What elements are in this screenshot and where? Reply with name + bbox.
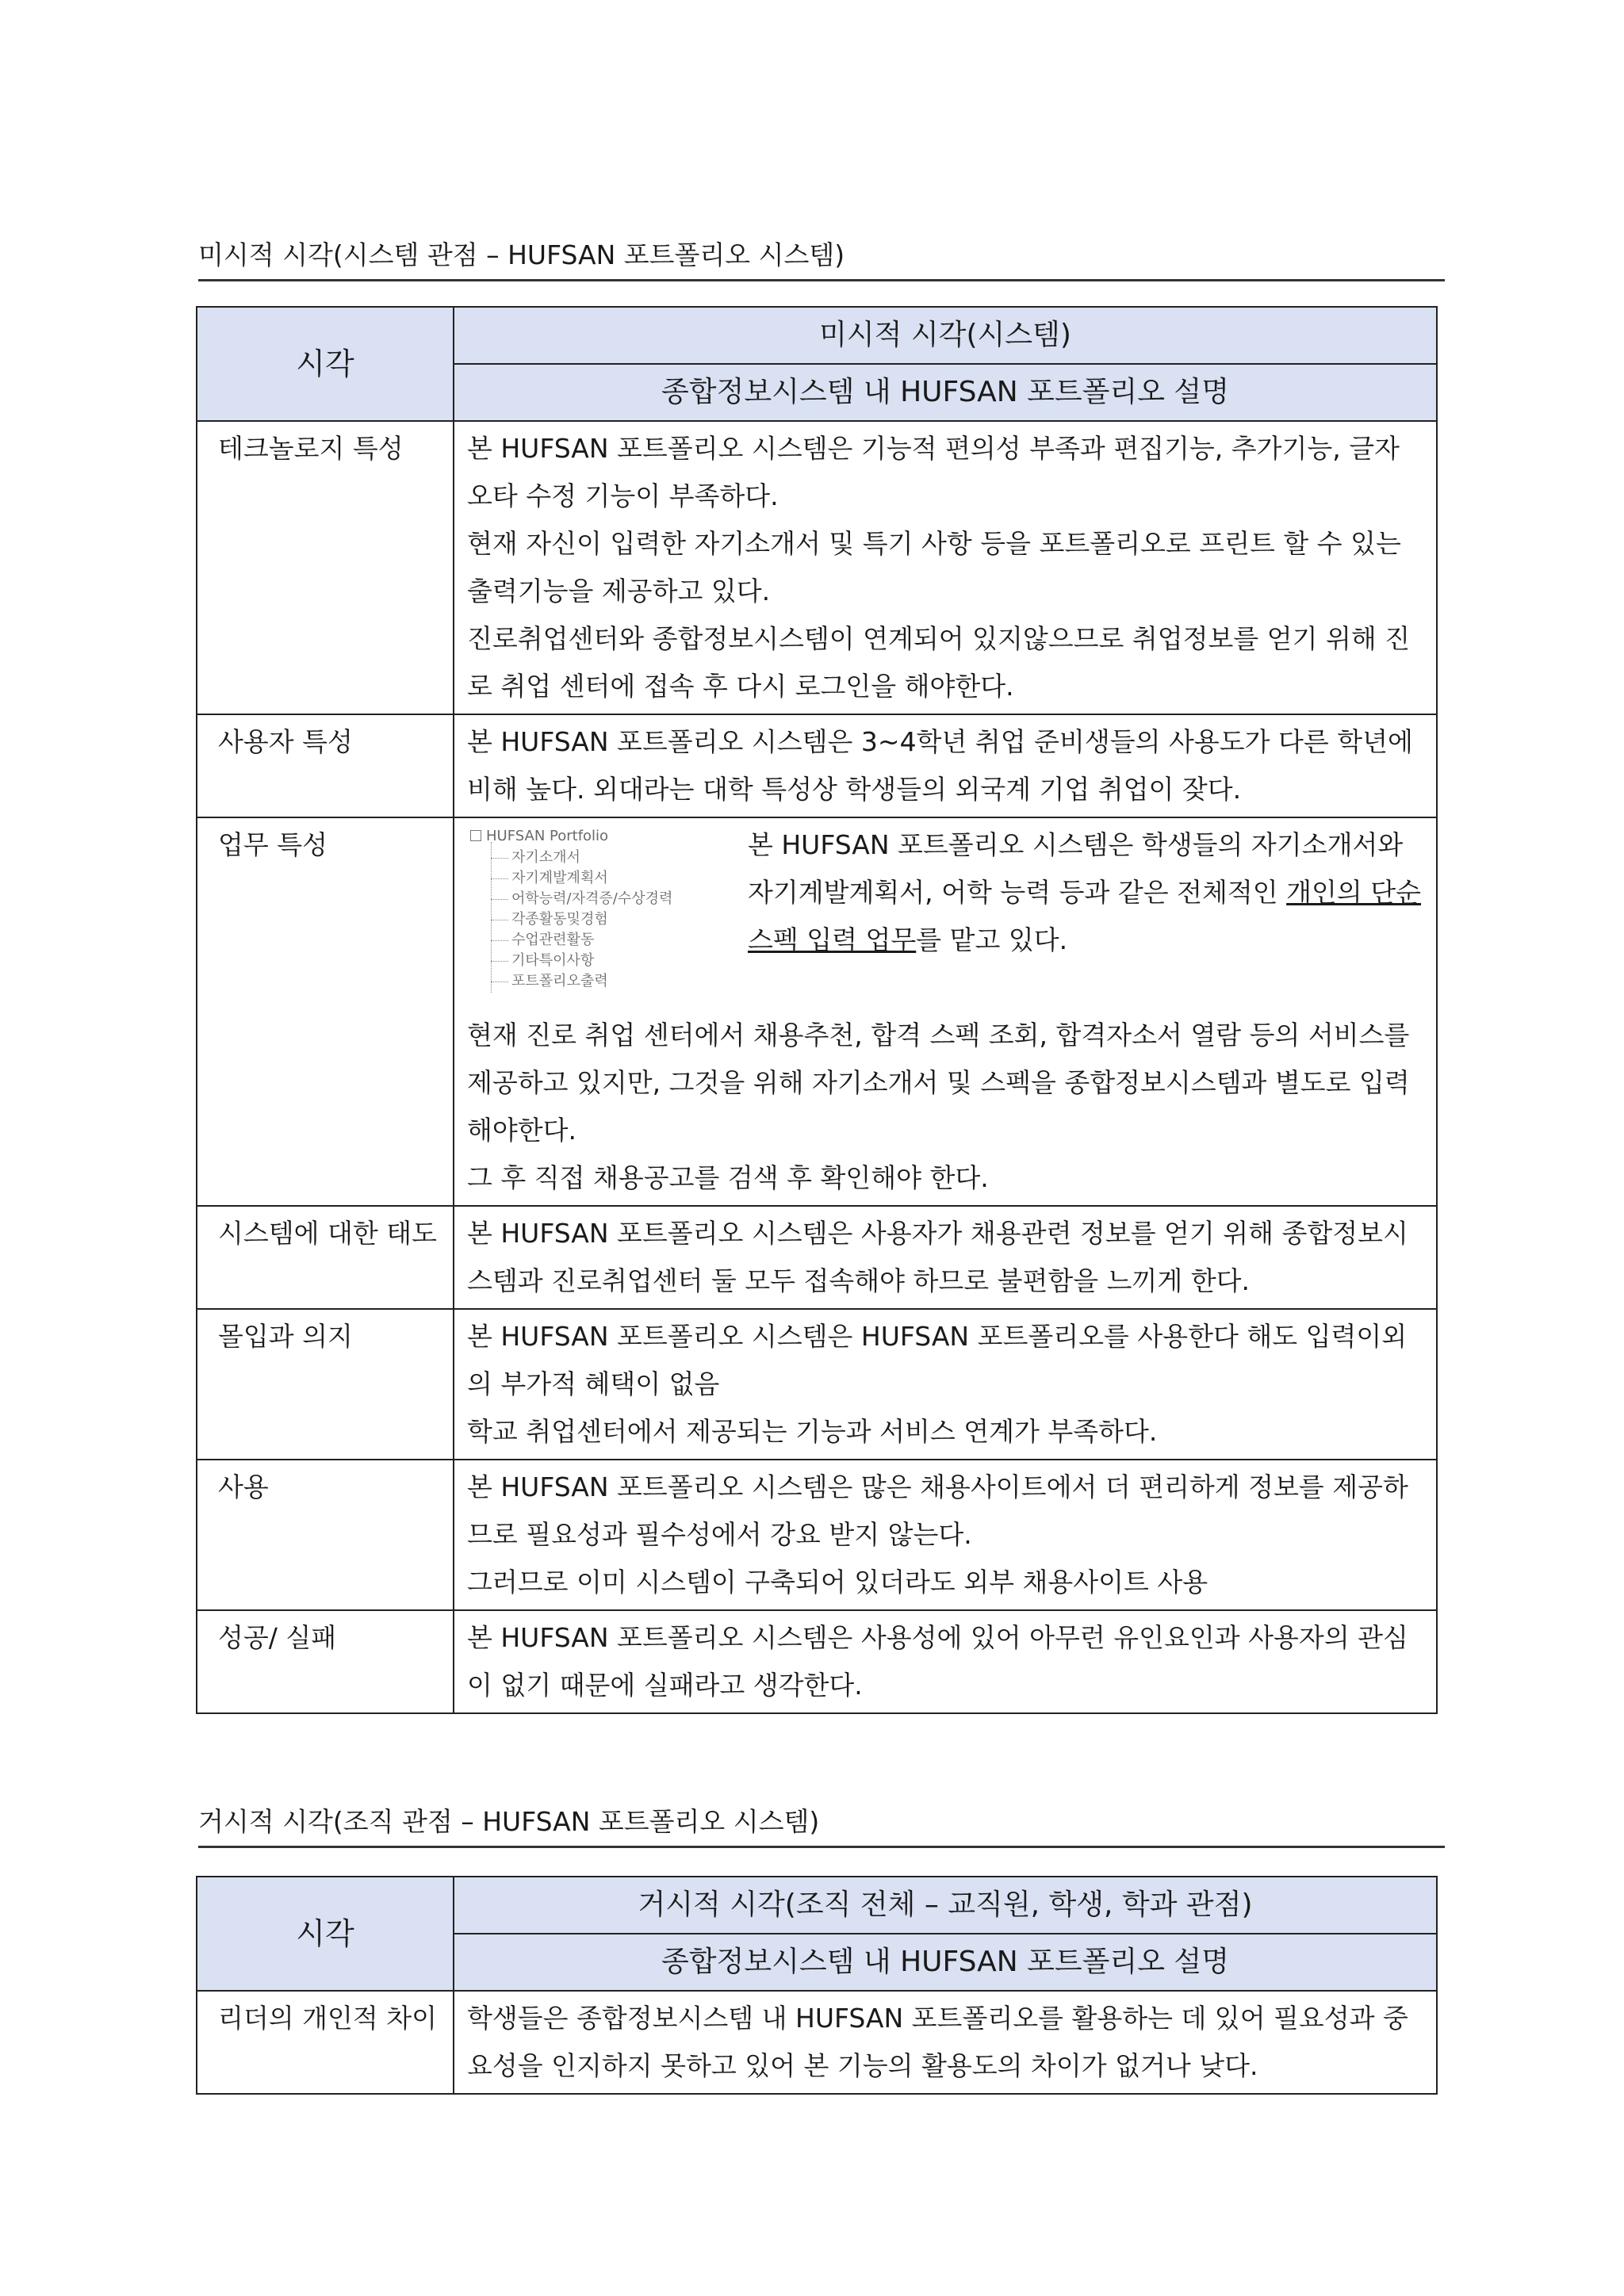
row-paragraph: 학교 취업센터에서 제공되는 기능과 서비스 연계가 부족하다. <box>467 1416 1158 1447</box>
row-paragraph: 본 HUFSAN 포트폴리오 시스템은 기능적 편의성 부족과 편집기능, 추가기능, 글자 오타 수정 기능이 부족하다. <box>467 433 1400 511</box>
tree-item: 자기계발계획서 <box>511 870 608 886</box>
row-content <box>454 1610 1437 1713</box>
table-row <box>197 1610 1437 1713</box>
row-label: 업무 특성 <box>197 817 454 1206</box>
header-corner-cell: 시각 <box>197 1877 454 1991</box>
row-paragraph: 그러므로 이미 시스템이 구축되어 있더라도 외부 채용사이트 사용 <box>467 1567 1208 1598</box>
tree-branch <box>491 858 508 859</box>
row-content <box>454 421 1437 714</box>
row-paragraph: 본 HUFSAN 포트폴리오 시스템은 사용성에 있어 아무런 유인요인과 사용자의 관심이 없기 때문에 실패라고 생각한다. <box>467 1622 1408 1701</box>
row-paragraph: 본 HUFSAN 포트폴리오 시스템은 많은 채용사이트에서 더 편리하게 정보를 제공하므로 필요성과 필수성에서 강요 받지 않는다. <box>467 1471 1408 1550</box>
row-label: 사용자 특성 <box>197 714 454 817</box>
tree-item: 각종활동및경험 <box>511 911 608 928</box>
row-label: 리더의 개인적 차이 <box>197 1991 454 2094</box>
tree-item: 어학능력/자격증/수상경력 <box>511 890 673 907</box>
section1-title: 미시적 시각(시스템 관점 – HUFSAN 포트폴리오 시스템) <box>198 238 1445 281</box>
header-subtitle-cell: 종합정보시스템 내 HUFSAN 포트폴리오 설명 <box>454 364 1437 421</box>
row-label: 몰입과 의지 <box>197 1309 454 1460</box>
header-subtitle-cell: 종합정보시스템 내 HUFSAN 포트폴리오 설명 <box>454 1934 1437 1991</box>
macro-view-table <box>196 1876 1438 2095</box>
tree-root-label: HUFSAN Portfolio <box>486 828 609 844</box>
row-content <box>454 817 1437 1206</box>
tree-root <box>470 826 608 847</box>
table-header-row <box>197 307 1437 364</box>
row-paragraph: 학생들은 종합정보시스템 내 HUFSAN 포트폴리오를 활용하는 데 있어 필요성과 중요성을 인지하지 못하고 있어 본 기능의 활용도의 차이가 없거나 낮다. <box>467 2003 1408 2081</box>
tree-branch <box>491 899 508 900</box>
row-content <box>454 714 1437 817</box>
portfolio-menu-tree-image <box>467 823 729 1005</box>
row-label: 테크놀로지 특성 <box>197 421 454 714</box>
row-content <box>454 1991 1437 2094</box>
tree-branch <box>491 878 508 879</box>
tree-item: 수업관련활동 <box>511 932 595 948</box>
micro-view-table <box>196 306 1438 1714</box>
table-row <box>197 1309 1437 1460</box>
row-content <box>454 1460 1437 1610</box>
tree-item: 기타특이사항 <box>511 952 595 969</box>
paragraph-text: 를 맡고 있다. <box>916 924 1068 955</box>
row-paragraph: 본 HUFSAN 포트폴리오 시스템은 사용자가 채용관련 정보를 얻기 위해 종합정보시스템과 진로취업센터 둘 모두 접속해야 하므로 불편함을 느끼게 한다. <box>467 1218 1408 1296</box>
row-paragraph: 그 후 직접 채용공고를 검색 후 확인해야 한다. <box>467 1162 989 1193</box>
underlined-text: 개인의 단순 스펙 입력 업무 <box>748 877 1422 955</box>
row-paragraph: 현재 자신이 입력한 자기소개서 및 특기 사항 등을 포트폴리오로 프린트 할 수 있는 출력기능을 제공하고 있다. <box>467 528 1401 607</box>
tree-branch <box>491 940 508 941</box>
folder-expand-icon <box>470 830 481 841</box>
row-paragraph: 현재 진로 취업 센터에서 채용추천, 합격 스펙 조회, 합격자소서 열람 등의 서비스를 제공하고 있지만, 그것을 위해 자기소개서 및 스펙을 종합정보시스템과 별도로 입력 해야한다. <box>467 1020 1410 1146</box>
table-row <box>197 421 1437 714</box>
row-paragraph: 진로취업센터와 종합정보시스템이 연계되어 있지않으므로 취업정보를 얻기 위해 진로 취업 센터에 접속 후 다시 로그인을 해야한다. <box>467 623 1411 702</box>
table-row <box>197 714 1437 817</box>
paragraph-text: 본 HUFSAN 포트폴리오 시스템은 학생들의 자기소개서와 자기계발계획서, 어학 능력 등과 같은 전체적인 <box>748 829 1404 908</box>
tree-item: 포트폴리오출력 <box>511 973 608 989</box>
row-label: 성공/ 실패 <box>197 1610 454 1713</box>
row-label: 사용 <box>197 1460 454 1610</box>
section2-title: 거시적 시각(조직 관점 – HUFSAN 포트폴리오 시스템) <box>198 1804 1445 1848</box>
table-row <box>197 817 1437 1206</box>
table-header-row <box>197 1877 1437 1934</box>
row-label: 시스템에 대한 태도 <box>197 1206 454 1309</box>
header-title-cell: 거시적 시각(조직 전체 – 교직원, 학생, 학과 관점) <box>454 1877 1437 1934</box>
header-corner-cell: 시각 <box>197 307 454 421</box>
row-content <box>454 1309 1437 1460</box>
tree-connector <box>491 842 492 993</box>
row-paragraph: 본 HUFSAN 포트폴리오 시스템은 3~4학년 취업 준비생들의 사용도가 다른 학년에 비해 높다. 외대라는 대학 특성상 학생들의 외국계 기업 취업이 잦다. <box>467 726 1413 805</box>
table-row <box>197 1206 1437 1309</box>
row-content <box>454 1206 1437 1309</box>
tree-item: 자기소개서 <box>511 849 580 866</box>
tree-branch <box>491 961 508 962</box>
table-row <box>197 1991 1437 2094</box>
row-paragraph: 본 HUFSAN 포트폴리오 시스템은 HUFSAN 포트폴리오를 사용한다 해도 입력이외의 부가적 혜택이 없음 <box>467 1321 1408 1399</box>
header-title-cell: 미시적 시각(시스템) <box>454 307 1437 364</box>
table-row <box>197 1460 1437 1610</box>
